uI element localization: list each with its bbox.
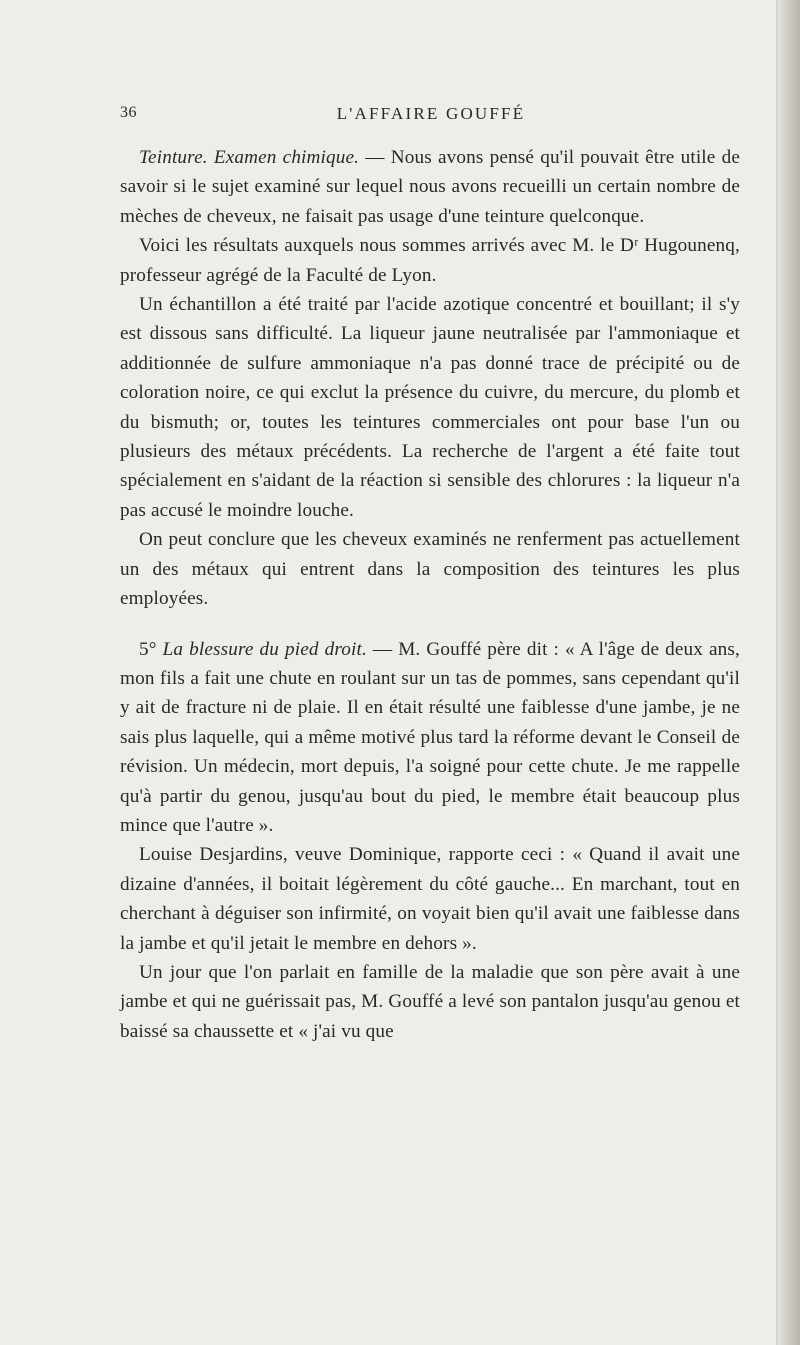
paragraph-desjardins [120, 840, 740, 958]
page-number: 36 [120, 104, 137, 121]
page-edge [778, 0, 800, 1345]
paragraph-text: Voici les résultats auxquels nous sommes arrivés avec M. le Dʳ Hugounenq, professeur agrégé de la Faculté de Lyon. [120, 235, 740, 286]
paragraph-text: On peut conclure que les cheveux examinés ne renferment pas actuellement un des métaux qui entrent dans la composition des teintures les plus employées. [120, 529, 740, 610]
paragraph-text: — M. Gouffé père dit : « A l'âge de deux ans, mon fils a fait une chute en roulant sur un tas de pommes, sans cependant qu'il y ait de fracture ni de plaie. Il en était résulté une faiblesse d'une jambe, je ne sais plus laquelle, qui a même motivé plus tard la réforme devant le Conseil de révision. Un médecin, mort depuis, l'a soigné pour cette chute. Je me rappelle qu'à partir du genou, jusqu'au bout du pied, le membre était beaucoup plus mince que l'autre ». [120, 638, 740, 836]
paragraph-resultats [120, 231, 740, 290]
paragraph-text: Louise Desjardins, veuve Dominique, rapporte ceci : « Quand il avait une dizaine d'années, il boitait légèrement du côté gauche... En marchant, tout en cherchant à déguiser son infirmité, on voyait bien qu'il avait une faiblesse dans la jambe et qu'il jetait le membre en dehors ». [120, 844, 740, 954]
paragraph-lead: Teinture. Examen chimique. [139, 147, 360, 168]
paragraph-echantillon [120, 290, 740, 525]
paragraph-text: Un jour que l'on parlait en famille de la maladie que son père avait à une jambe et qui ne guérissait pas, M. Gouffé a levé son pantalon jusqu'au genou et baissé sa chaussette et « j'ai vu que [120, 961, 740, 1042]
paragraph-text: Un échantillon a été traité par l'acide azotique concentré et bouillant; il s'y est dissous sans difficulté. La liqueur jaune neutralisée par l'ammoniaque et additionnée de sulfure ammoniaque n'a pas donné trace de précipité ou de coloration noire, ce qui exclut la présence du cuivre, du mercure, du plomb et du bismuth; or, toutes les teintures commerciales ont pour base l'un ou plusieurs des métaux précédents. La recherche de l'argent a été faite tout spécialement en s'aidant de la réaction si sensible des chlorures : la liqueur n'a pas accusé le moindre louche. [120, 294, 740, 521]
paragraph-famille [120, 958, 740, 1046]
paragraph-blessure [120, 635, 740, 841]
body-text [120, 143, 740, 1046]
page-header [120, 104, 742, 134]
section-number: 5° [139, 638, 157, 660]
paragraph-teinture [120, 143, 740, 231]
paragraph-lead: La blessure du pied droit. [162, 638, 367, 660]
paragraph-text: — Nous avons pensé qu'il pouvait être utile de savoir si le sujet examiné sur lequel nous avons recueilli un certain nombre de mèches de cheveux, ne faisait pas usage d'une teinture quelconque. [120, 147, 741, 227]
running-head: L'AFFAIRE GOUFFÉ [336, 104, 526, 123]
paragraph-conclusion [120, 525, 740, 613]
